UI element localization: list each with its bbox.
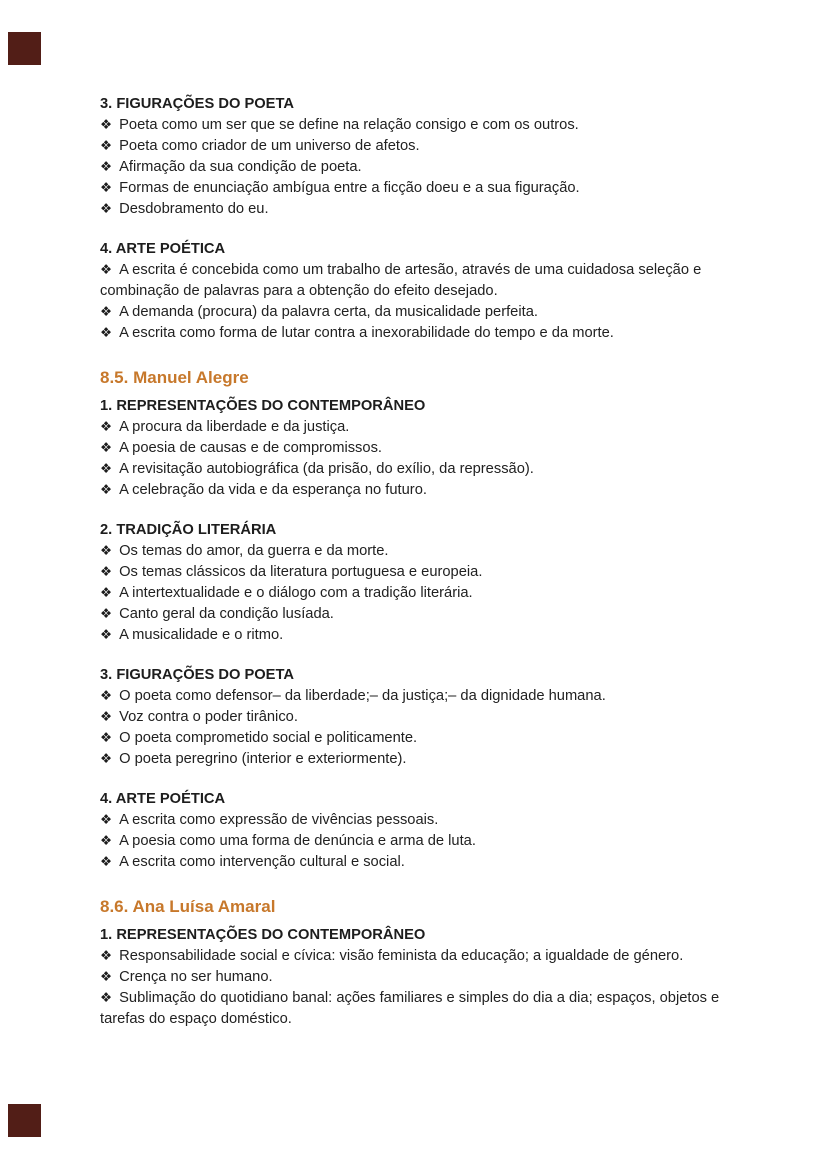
- topic-section-arte-poetica-2: [100, 789, 752, 873]
- section-heading: 4. ARTE POÉTICA: [100, 791, 226, 807]
- diamond-bullet-icon: ❖: [100, 730, 113, 746]
- diamond-bullet-icon: ❖: [100, 304, 113, 320]
- section-heading: 2. TRADIÇÃO LITERÁRIA: [100, 522, 277, 538]
- bullet-item: [100, 946, 752, 967]
- bullet-text: A escrita como expressão de vivências pessoais.: [119, 812, 439, 828]
- section-heading: 4. ARTE POÉTICA: [100, 241, 226, 257]
- diamond-bullet-icon: ❖: [100, 751, 113, 767]
- bullet-item: [100, 136, 752, 157]
- bullet-text: O poeta comprometido social e politicamente.: [119, 730, 418, 746]
- bullet-item: [100, 728, 752, 749]
- bullet-item: [100, 686, 752, 707]
- diamond-bullet-icon: ❖: [100, 543, 113, 559]
- diamond-bullet-icon: ❖: [100, 627, 113, 643]
- diamond-bullet-icon: ❖: [100, 833, 113, 849]
- diamond-bullet-icon: ❖: [100, 990, 113, 1006]
- diamond-bullet-icon: ❖: [100, 564, 113, 580]
- diamond-bullet-icon: ❖: [100, 948, 113, 964]
- bullet-item: [100, 323, 752, 344]
- section-heading: 3. FIGURAÇÕES DO POETA: [100, 96, 294, 112]
- chapter-heading-manuel-alegre: 8.5. Manuel Alegre: [100, 368, 249, 387]
- bullet-item: [100, 625, 752, 646]
- bullet-text: A escrita como forma de lutar contra a inexorabilidade do tempo e da morte.: [119, 325, 614, 341]
- bullet-text: A escrita como intervenção cultural e social.: [119, 854, 405, 870]
- bullet-text: Sublimação do quotidiano banal: ações familiares e simples do dia a dia; espaços, objetos e tarefas do espaço doméstico.: [100, 990, 720, 1027]
- bullet-item: [100, 260, 752, 302]
- section-heading: 1. REPRESENTAÇÕES DO CONTEMPORÂNEO: [100, 927, 426, 943]
- diamond-bullet-icon: ❖: [100, 688, 113, 704]
- section-heading: 1. REPRESENTAÇÕES DO CONTEMPORÂNEO: [100, 398, 426, 414]
- diamond-bullet-icon: ❖: [100, 262, 113, 278]
- topic-section-representacoes-2: [100, 925, 752, 1030]
- bullet-item: [100, 707, 752, 728]
- bullet-item: [100, 438, 752, 459]
- diamond-bullet-icon: ❖: [100, 709, 113, 725]
- bullet-item: [100, 583, 752, 604]
- topic-section-arte-poetica-1: [100, 239, 752, 344]
- bullet-text: Afirmação da sua condição de poeta.: [119, 159, 362, 175]
- bullet-text: Poeta como um ser que se define na relação consigo e com os outros.: [119, 117, 579, 133]
- bullet-text: A demanda (procura) da palavra certa, da musicalidade perfeita.: [119, 304, 538, 320]
- bullet-text: Os temas do amor, da guerra e da morte.: [119, 543, 389, 559]
- bullet-text: A intertextualidade e o diálogo com a tradição literária.: [119, 585, 473, 601]
- bullet-text: A escrita é concebida como um trabalho de artesão, através de uma cuidadosa seleção e combinação de palavras para a obtenção do efeito desejado.: [100, 262, 702, 299]
- bullet-item: [100, 852, 752, 873]
- diamond-bullet-icon: ❖: [100, 482, 113, 498]
- diamond-bullet-icon: ❖: [100, 180, 113, 196]
- bullet-text: Crença no ser humano.: [119, 969, 273, 985]
- bullet-item: [100, 302, 752, 323]
- section-heading: 3. FIGURAÇÕES DO POETA: [100, 667, 294, 683]
- page-corner-marker-bottom: [8, 1104, 41, 1137]
- bullet-item: [100, 604, 752, 625]
- diamond-bullet-icon: ❖: [100, 159, 113, 175]
- bullet-text: A revisitação autobiográfica (da prisão, do exílio, da repressão).: [119, 461, 534, 477]
- bullet-text: A musicalidade e o ritmo.: [119, 627, 284, 643]
- topic-section-tradicao-literaria: [100, 520, 752, 646]
- bullet-item: [100, 480, 752, 501]
- bullet-item: [100, 562, 752, 583]
- bullet-item: [100, 831, 752, 852]
- diamond-bullet-icon: ❖: [100, 440, 113, 456]
- bullet-text: A poesia de causas e de compromissos.: [119, 440, 382, 456]
- topic-section-figuracoes-poeta-1: [100, 94, 752, 220]
- bullet-text: A poesia como uma forma de denúncia e arma de luta.: [119, 833, 476, 849]
- bullet-text: Desdobramento do eu.: [119, 201, 269, 217]
- diamond-bullet-icon: ❖: [100, 969, 113, 985]
- bullet-text: A procura da liberdade e da justiça.: [119, 419, 350, 435]
- diamond-bullet-icon: ❖: [100, 138, 113, 154]
- bullet-text: O poeta peregrino (interior e exteriormente).: [119, 751, 407, 767]
- bullet-text: O poeta como defensor– da liberdade;– da justiça;– da dignidade humana.: [119, 688, 606, 704]
- bullet-text: Canto geral da condição lusíada.: [119, 606, 334, 622]
- diamond-bullet-icon: ❖: [100, 419, 113, 435]
- diamond-bullet-icon: ❖: [100, 585, 113, 601]
- topic-section-figuracoes-poeta-2: [100, 665, 752, 770]
- bullet-item: [100, 988, 752, 1030]
- bullet-text: Formas de enunciação ambígua entre a ficção doeu e a sua figuração.: [119, 180, 580, 196]
- diamond-bullet-icon: ❖: [100, 812, 113, 828]
- page-content: [100, 94, 752, 1030]
- bullet-item: [100, 810, 752, 831]
- bullet-text: Responsabilidade social e cívica: visão feminista da educação; a igualdade de género.: [119, 948, 684, 964]
- bullet-item: [100, 157, 752, 178]
- diamond-bullet-icon: ❖: [100, 854, 113, 870]
- diamond-bullet-icon: ❖: [100, 201, 113, 217]
- diamond-bullet-icon: ❖: [100, 461, 113, 477]
- page-corner-marker-top: [8, 32, 41, 65]
- diamond-bullet-icon: ❖: [100, 606, 113, 622]
- bullet-text: Poeta como criador de um universo de afetos.: [119, 138, 420, 154]
- bullet-item: [100, 417, 752, 438]
- bullet-item: [100, 459, 752, 480]
- diamond-bullet-icon: ❖: [100, 325, 113, 341]
- bullet-item: [100, 178, 752, 199]
- diamond-bullet-icon: ❖: [100, 117, 113, 133]
- chapter-heading-ana-luisa-amaral: 8.6. Ana Luísa Amaral: [100, 897, 276, 916]
- bullet-item: [100, 115, 752, 136]
- bullet-text: Os temas clássicos da literatura portuguesa e europeia.: [119, 564, 483, 580]
- topic-section-representacoes-1: [100, 396, 752, 501]
- bullet-text: Voz contra o poder tirânico.: [119, 709, 298, 725]
- bullet-item: [100, 749, 752, 770]
- bullet-item: [100, 967, 752, 988]
- bullet-item: [100, 541, 752, 562]
- bullet-item: [100, 199, 752, 220]
- bullet-text: A celebração da vida e da esperança no futuro.: [119, 482, 427, 498]
